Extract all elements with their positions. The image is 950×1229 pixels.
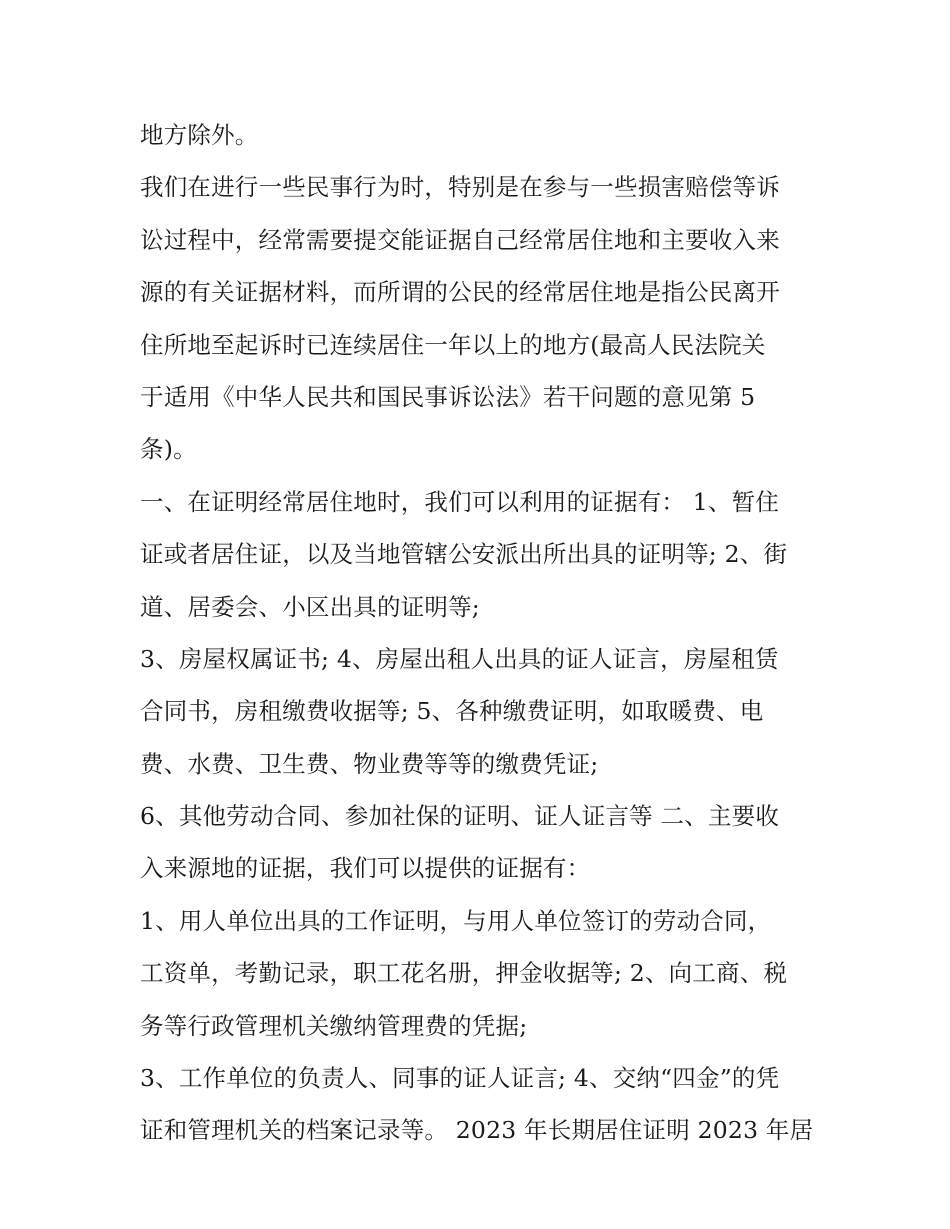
text-line: 证和管理机关的档案记录等。 2023 年长期居住证明 2023 年居 — [140, 1116, 814, 1145]
text-line: 务等行政管理机关缴纳管理费的凭据; — [140, 1011, 528, 1040]
text-line: 费、水费、卫生费、物业费等等的缴费凭证; — [140, 749, 599, 778]
text-line: 道、居委会、小区出具的证明等; — [140, 592, 480, 621]
text-line: 于适用《中华人民共和国民事诉讼法》若干问题的意见第 5 — [140, 382, 756, 411]
text-line: 源的有关证据材料，而所谓的公民的经常居住地是指公民离开 — [140, 278, 780, 307]
text-line: 地方除外。 — [140, 121, 259, 149]
text-line: 3、房屋权属证书; 4、房屋出租人出具的证人证言，房屋租赁 — [140, 644, 779, 673]
text-line: 一、在证明经常居住地时，我们可以利用的证据有： 1、暂住 — [140, 487, 780, 516]
text-line: 证或者居住证，以及当地管辖公安派出所出具的证明等; 2、街 — [140, 540, 788, 569]
text-line: 住所地至起诉时已连续居住一年以上的地方(最高人民法院关 — [140, 330, 766, 359]
text-line: 6、其他劳动合同、参加社保的证明、证人证言等 二、主要收 — [140, 802, 780, 831]
text-line: 3、工作单位的负责人、同事的证人证言; 4、交纳“四金”的凭 — [140, 1064, 780, 1093]
text-line: 讼过程中，经常需要提交能证据自己经常居住地和主要收入来 — [140, 225, 780, 254]
text-line: 入来源地的证据，我们可以提供的证据有： — [140, 854, 591, 883]
text-line: 条)。 — [140, 435, 197, 464]
text-line: 1、用人单位出具的工作证明，与用人单位签订的劳动合同， — [140, 906, 772, 935]
document-body — [140, 109, 820, 1157]
text-line: 工资单，考勤记录，职工花名册，押金收据等; 2、向工商、税 — [140, 959, 788, 988]
text-line: 我们在进行一些民事行为时，特别是在参与一些损害赔偿等诉 — [140, 173, 780, 202]
text-line: 合同书，房租缴费收据等; 5、各种缴费证明，如取暖费、电 — [140, 697, 764, 726]
